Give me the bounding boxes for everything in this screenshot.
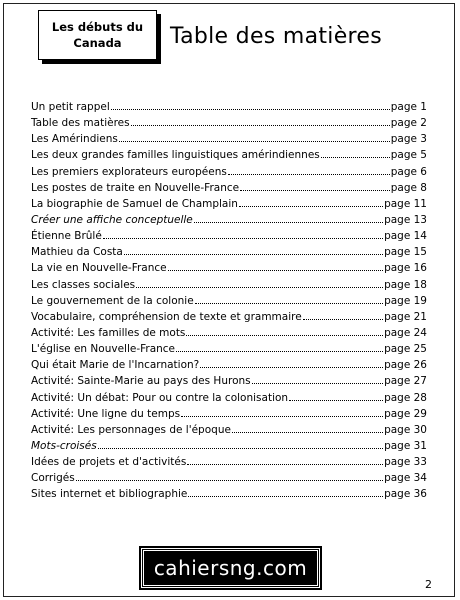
toc-entry-leader: [232, 423, 383, 433]
toc-entry-label: Mots-croisés: [31, 439, 97, 452]
toc-entry-leader: [76, 471, 383, 481]
toc-entry-leader: [176, 342, 383, 352]
toc-entry-page: page 34: [384, 472, 427, 485]
toc-entry-page: page 2: [390, 117, 427, 130]
toc-entry-page: page 8: [390, 181, 427, 194]
series-title-line-1: Les débuts du: [51, 20, 144, 34]
toc-entry: [31, 422, 427, 438]
toc-entry-leader: [240, 181, 390, 191]
toc-entry-page: page 15: [384, 246, 427, 259]
toc-entry-page: page 31: [384, 439, 427, 452]
toc-entry-page: page 30: [384, 423, 427, 436]
toc-entry-page: page 25: [384, 343, 427, 356]
toc-entry-leader: [124, 245, 383, 255]
toc-entry-label: L'église en Nouvelle-France: [31, 343, 176, 356]
toc-entry-page: page 33: [384, 456, 427, 469]
toc-entry: [31, 260, 427, 276]
toc-entry-label: Les deux grandes familles linguistiques amérindiennes: [31, 149, 320, 162]
toc-entry-label: Activité: Les familles de mots: [31, 326, 186, 339]
toc-entry: [31, 115, 427, 131]
toc-entry-page: page 11: [384, 197, 427, 210]
toc-entry-leader: [98, 439, 383, 449]
toc-entry-leader: [321, 148, 390, 158]
toc-entry-leader: [136, 278, 383, 288]
toc-entry-label: Les premiers explorateurs européens: [31, 165, 227, 178]
toc-entry-label: Les classes sociales: [31, 278, 136, 291]
toc-entry-leader: [119, 132, 390, 142]
toc-entry-label: Sites internet et bibliographie: [31, 488, 188, 501]
toc-entry-label: La vie en Nouvelle-France: [31, 262, 167, 275]
toc-entry-leader: [181, 407, 383, 417]
toc-entry-label: Corrigés: [31, 472, 75, 485]
toc-entry-label: Activité: Un débat: Pour ou contre la colonisation: [31, 391, 289, 404]
toc-entry: [31, 164, 427, 180]
toc-entry-leader: [239, 197, 383, 207]
toc-entry-label: Étienne Brûlé: [31, 230, 102, 243]
toc-entry-leader: [103, 229, 383, 239]
toc-entry-label: Idées de projets et d'activités: [31, 456, 187, 469]
toc-entry-label: Les Amérindiens: [31, 133, 118, 146]
brand-banner: cahiersng.com: [141, 548, 320, 588]
toc-entry-page: page 29: [384, 407, 427, 420]
toc-entry-leader: [111, 100, 390, 110]
toc-entry: [31, 341, 427, 357]
toc-entry-leader: [194, 213, 383, 223]
toc-entry: [31, 390, 427, 406]
toc-entry: [31, 325, 427, 341]
toc-entry-label: Les postes de traite en Nouvelle-France: [31, 181, 240, 194]
toc-entry-leader: [303, 310, 383, 320]
toc-entry-leader: [131, 116, 390, 126]
toc-entry-label: Activité: Sainte-Marie au pays des Hurons: [31, 375, 251, 388]
toc-entry-leader: [188, 487, 383, 497]
toc-entry-page: page 19: [384, 294, 427, 307]
toc-entry-page: page 16: [384, 262, 427, 275]
toc-entry-label: Table des matières: [31, 117, 130, 130]
toc-entry-label: Créer une affiche conceptuelle: [31, 213, 193, 226]
toc-entry-leader: [200, 358, 383, 368]
toc-entry: [31, 309, 427, 325]
series-title-line-2: Canada: [73, 36, 122, 50]
toc-entry-leader: [289, 391, 383, 401]
toc-entry-label: Activité: Une ligne du temps: [31, 407, 181, 420]
toc-entry-page: page 3: [390, 133, 427, 146]
toc-entry-page: page 26: [384, 359, 427, 372]
toc-entry-label: La biographie de Samuel de Champlain: [31, 197, 238, 210]
toc-entry-page: page 5: [390, 149, 427, 162]
toc-entry-label: Vocabulaire, compréhension de texte et grammaire: [31, 310, 302, 323]
toc-entry-page: page 1: [390, 101, 427, 113]
toc-entry: [31, 454, 427, 470]
toc-entry-page: page 14: [384, 230, 427, 243]
toc-entry-leader: [168, 261, 383, 271]
toc-entry-label: Qui était Marie de l'Incarnation?: [31, 359, 200, 372]
table-of-contents: [31, 99, 427, 503]
toc-entry-label: Le gouvernement de la colonie: [31, 294, 194, 307]
toc-entry: [31, 212, 427, 228]
toc-entry: [31, 244, 427, 260]
toc-entry-page: page 36: [384, 488, 427, 501]
toc-entry: [31, 228, 427, 244]
toc-entry-page: page 18: [384, 278, 427, 291]
toc-entry-page: page 24: [384, 326, 427, 339]
toc-entry: [31, 438, 427, 454]
toc-entry: [31, 131, 427, 147]
toc-entry: [31, 99, 427, 115]
toc-entry-leader: [186, 326, 383, 336]
page-number: 2: [425, 578, 432, 591]
toc-entry: [31, 180, 427, 196]
toc-entry-leader: [228, 165, 390, 175]
toc-entry: [31, 357, 427, 373]
toc-entry-page: page 21: [384, 310, 427, 323]
toc-entry: [31, 406, 427, 422]
toc-entry-page: page 27: [384, 375, 427, 388]
toc-entry: [31, 373, 427, 389]
toc-entry-leader: [195, 294, 383, 304]
toc-entry-label: Activité: Les personnages de l'époque: [31, 423, 231, 436]
toc-entry: [31, 470, 427, 486]
toc-entry-leader: [252, 374, 383, 384]
series-title-box: [38, 10, 157, 60]
toc-entry: [31, 147, 427, 163]
toc-entry: [31, 196, 427, 212]
toc-entry-page: page 13: [384, 213, 427, 226]
toc-entry: [31, 486, 427, 502]
toc-entry: [31, 277, 427, 293]
toc-entry-page: page 6: [390, 165, 427, 178]
toc-entry-label: Mathieu da Costa: [31, 246, 123, 259]
toc-entry-label: Un petit rappel: [31, 101, 110, 113]
page-title: Table des matières: [170, 24, 382, 49]
toc-entry-leader: [187, 455, 383, 465]
toc-entry: [31, 293, 427, 309]
toc-entry-page: page 28: [384, 391, 427, 404]
